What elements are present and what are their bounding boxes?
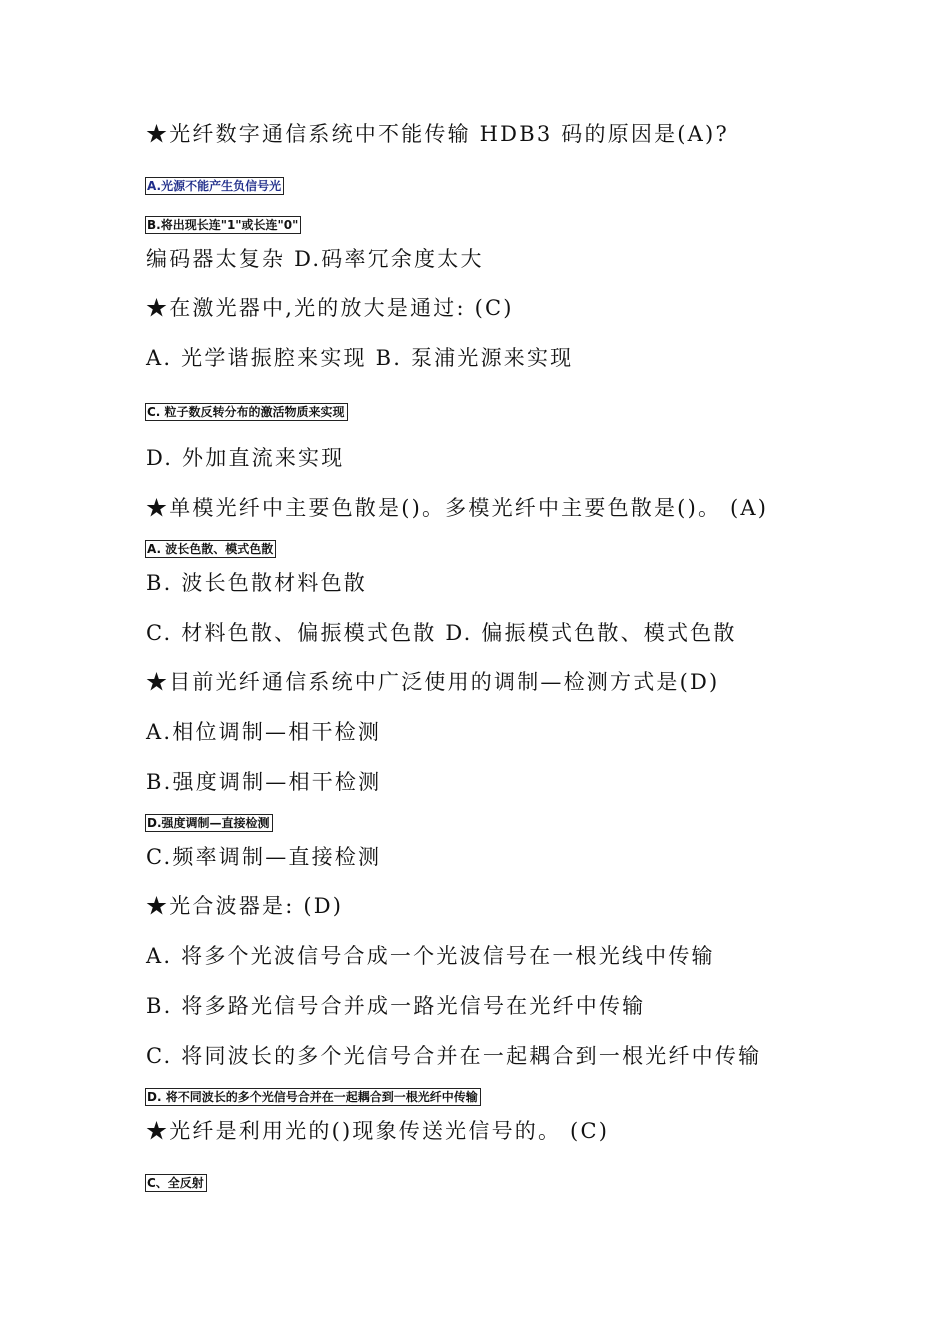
answer-5-option-c: C. 将同波长的多个光信号合并在一起耦合到一根光纤中传输 <box>146 1044 762 1068</box>
answer-1-options-c-d: 编码器太复杂 D.码率冗余度太大 <box>146 247 484 271</box>
answer-3-option-a-boxed: A. 波长色散、模式色散 <box>145 540 276 558</box>
answer-1-option-a-highlighted: A.光源不能产生负信号光 <box>145 177 284 195</box>
answer-4-option-c: C.频率调制—直接检测 <box>146 845 382 869</box>
answer-5-option-b: B. 将多路光信号合并成一路光信号在光纤中传输 <box>146 994 646 1018</box>
answer-2-option-d: D. 外加直流来实现 <box>146 446 345 470</box>
answer-2-options-a-b: A. 光学谐振腔来实现 B. 泵浦光源来实现 <box>146 346 574 370</box>
answer-6-option-c-boxed: C、全反射 <box>145 1174 207 1192</box>
question-5: ★光合波器是: (D) <box>146 894 344 918</box>
answer-5-option-d-boxed: D. 将不同波长的多个光信号合并在一起耦合到一根光纤中传输 <box>145 1088 481 1106</box>
question-3: ★单模光纤中主要色散是()。多模光纤中主要色散是()。 (A) <box>146 496 769 520</box>
answer-5-option-a: A. 将多个光波信号合成一个光波信号在一根光线中传输 <box>146 944 715 968</box>
answer-3-option-b: B. 波长色散材料色散 <box>146 571 367 595</box>
answer-4-option-d-boxed: D.强度调制—直接检测 <box>145 814 273 832</box>
question-4: ★目前光纤通信系统中广泛使用的调制—检测方式是(D) <box>146 670 720 694</box>
answer-1-option-b-boxed: B.将出现长连"1"或长连"0" <box>145 216 301 234</box>
question-2: ★在激光器中,光的放大是通过: (C) <box>146 296 514 320</box>
answer-2-option-c-boxed: C. 粒子数反转分布的激活物质来实现 <box>145 403 348 421</box>
question-6: ★光纤是利用光的()现象传送光信号的。 (C) <box>146 1119 610 1143</box>
question-1: ★光纤数字通信系统中不能传输 HDB3 码的原因是(A)? <box>146 122 729 146</box>
answer-4-option-b: B.强度调制—相干检测 <box>146 770 382 794</box>
answer-4-option-a: A.相位调制—相干检测 <box>146 720 382 744</box>
answer-3-options-c-d: C. 材料色散、偏振模式色散 D. 偏振模式色散、模式色散 <box>146 621 737 645</box>
